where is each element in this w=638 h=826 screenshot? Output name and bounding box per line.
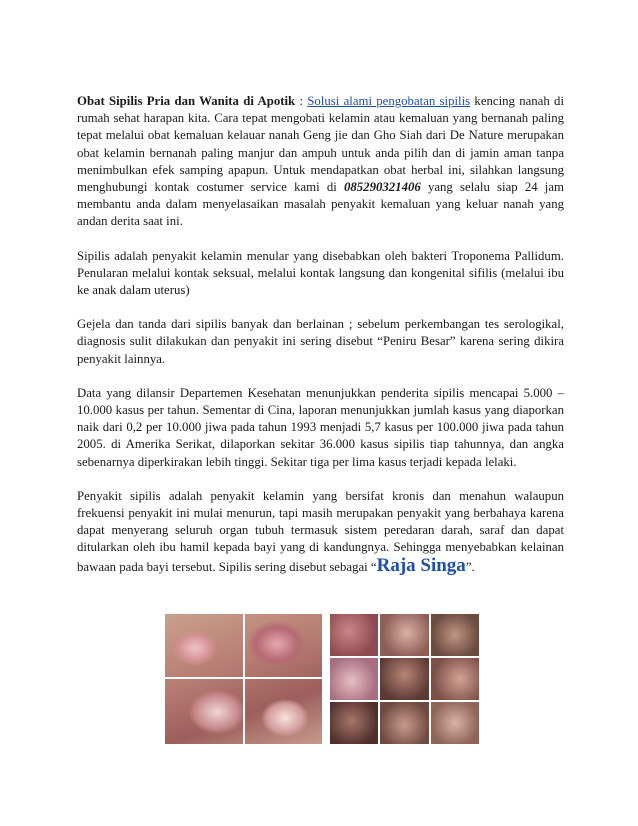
danger-paragraph: [77, 488, 564, 576]
danger-text: Penyakit sipilis adalah penyakit kelamin yang bersifat kronis dan menahun walaupun frekuensi penyakit ini mulai menurun, tapi masih merupakan penyakit yang berbahaya karena dapat menyerang seluruh organ tubuh termasuk sistem peredaran darah, saraf dan dapat ditularkan oleh ibu hamil kepada bayi yang di kandungnya. Sehingga menyebabkan kelainan bawaan pada bayi tersebut. Sipilis sering disebut sebagai: [77, 488, 564, 574]
medical-photo-collage-right: [330, 614, 479, 744]
photo-tile: [431, 658, 479, 700]
intro-title: Obat Sipilis Pria dan Wanita di Apotik: [77, 94, 296, 108]
definition-paragraph: Sipilis adalah penyakit kelamin menular yang disebabkan oleh bakteri Troponema Pallidum. Penularan melalui kontak seksual, melalui kontak langsung dan kongenital sifilis (melalui ibu ke anak dalam uterus): [77, 248, 564, 298]
intro-paragraph: [77, 93, 564, 231]
photo-tile: [380, 614, 428, 656]
statistics-paragraph: Data yang dilansir Departemen Kesehatan menunjukkan penderita sipilis mencapai 5.000 – 10.000 kasus per tahun. Sementar di Cina, laporan menunjukkan jumlah kasus yang diaporkan naik dari 0,2 per 10.000 jiwa pada tahun 1993 menjadi 5,7 kasus per 100.000 jiwa pada tahun 2005. di Amerika Serikat, dilaporkan sekitar 36.000 kasus sipilis tiap tahunnya, dan angka sebenarnya diperkirakan lebih tinggi. Sekitar tiga per lima kasus terjadi kepada lelaki.: [77, 385, 564, 469]
solusi-link[interactable]: Solusi alami pengobatan sipilis: [307, 94, 471, 108]
photo-tile: [330, 658, 378, 700]
intro-text-part1: kencing nanah di rumah sehat harapan kita. Cara tepat mengobati kelamin atau kemaluan yang bernanah paling tepat melalui obat kemaluan kelauar nanah Geng jie dan Gho Siah dari De Nature merupakan obat kelamin bernanah paling manjur dan ampuh untuk anda pilih dan di jamin aman tanpa menimbulkan efek samping apapun. Untuk mendapatkan obat herbal ini, silahkan langsung menghubungi kontak costumer service kami di: [77, 94, 564, 195]
raja-singa-highlight: Raja Singa: [376, 554, 466, 576]
photo-tile: [431, 702, 479, 744]
photo-tile: [431, 614, 479, 656]
close-quote: ”.: [465, 559, 475, 574]
phone-number: 085290321406: [343, 180, 421, 195]
photo-tile: [330, 702, 378, 744]
symptoms-paragraph: Gejela dan tanda dari sipilis banyak dan berlainan ; sebelum perkembangan tes serologikal, diagnosis sulit dilakukan dan penyakit ini sering disebut “Peniru Besar” karena sering dikira penyakit lainnya.: [77, 317, 564, 366]
intro-separator: :: [295, 94, 308, 108]
open-quote: “: [370, 559, 377, 574]
photo-tile: [380, 658, 428, 700]
medical-photos: [165, 614, 479, 744]
photo-tile: [330, 614, 378, 656]
medical-photo-collage-left: [165, 614, 322, 744]
intro-text-part2: yang selalu siap 24 jam membantu anda dalam menyelasaikan masalah penyakit kemaluan yang keluar nanah yang andan derita saat ini.: [77, 180, 564, 229]
photo-tile: [380, 702, 428, 744]
